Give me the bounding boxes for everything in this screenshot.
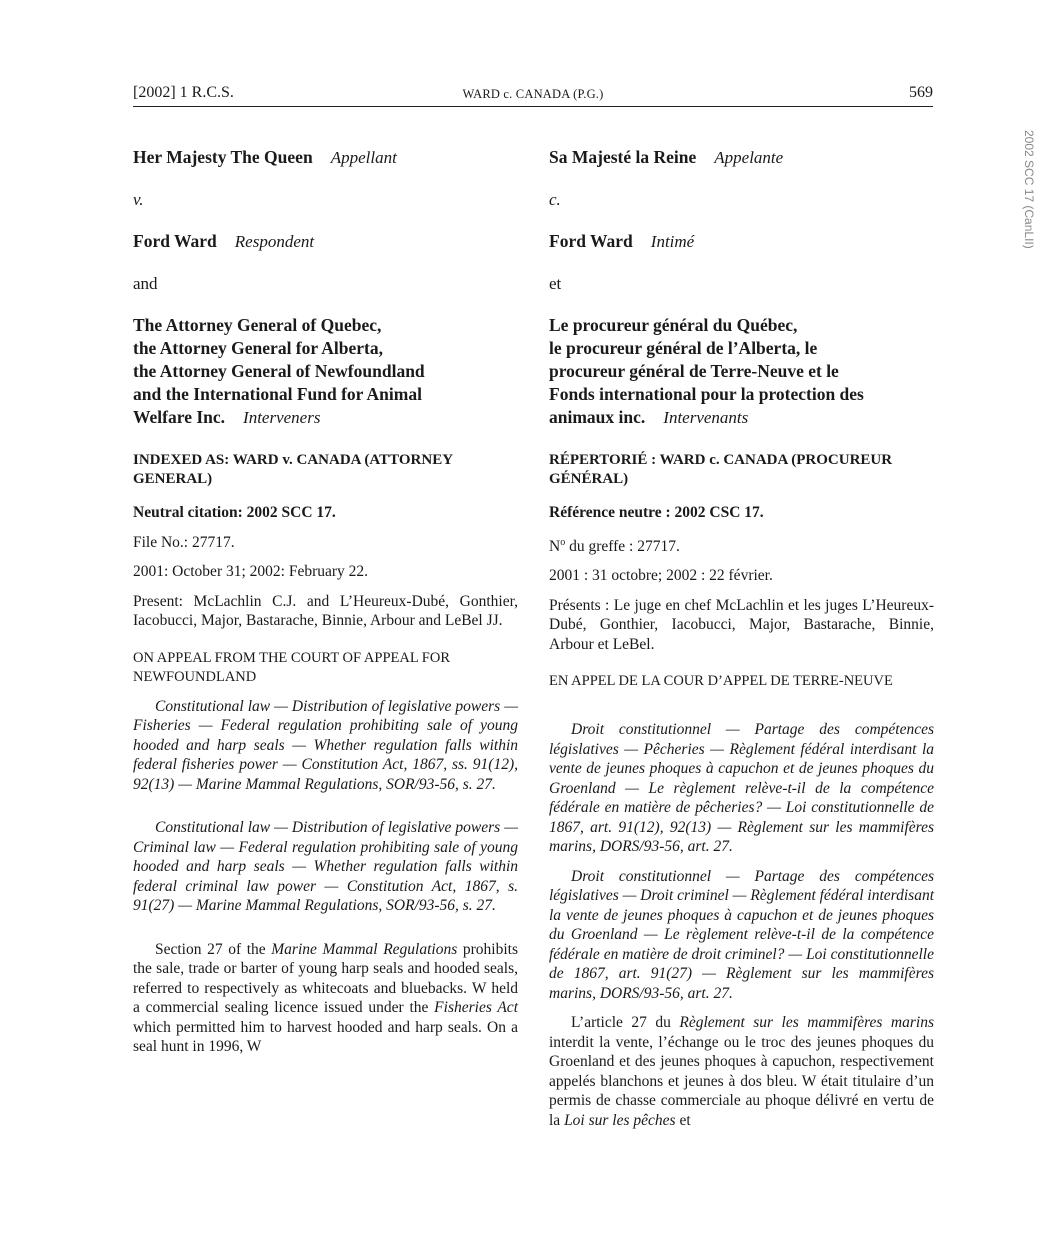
indexed-line-fr: GÉNÉRAL)	[549, 471, 629, 487]
interveners-role: Interveners	[243, 408, 321, 427]
intervener-line-fr: Le procureur général du Québec,	[549, 315, 798, 335]
interveners-block	[133, 314, 518, 429]
appeal-from-fr: EN APPEL DE LA COUR D’APPEL DE TERRE-NEUVE	[549, 673, 893, 690]
appellant-name-fr: Sa Majesté la Reine	[549, 147, 697, 167]
headnote-fisheries-fr: Droit constitutionnel — Partage des compétences législatives — Pêcheries — Règlement fédéral interdisant la vente de jeunes phoques à capuchon et de jeunes phoques du Groenland — Le règlement relève-t-il de la compétence fédérale en matière de pêcheries? — Loi constitutionnelle de 1867, art. 91(12), 92(13) — Règlement sur les mammifères marins, DORS/93-56, art. 27.	[549, 721, 934, 856]
present-judges-fr: Présents : Le juge en chef McLachlin et les juges L’Heureux-Dubé, Gonthier, Iacobucci, Major, Bastarache, Binnie, Arbour et LeBel.	[549, 596, 934, 653]
summary-text-fr: interdit la vente, l’échange ou le troc des jeunes phoques du Groenland et des jeunes phoques à capuchon, respectivement appelés blanchons et jeunes à dos bleu. W était titulaire d’un permis de chasse commerciale au phoque délivré en vertu de la	[549, 1033, 934, 1129]
hearing-dates: 2001: October 31; 2002: February 22.	[133, 563, 369, 580]
appellant-role-fr: Appelante	[714, 148, 784, 167]
headnote-fisheries: Constitutional law — Distribution of legislative powers — Fisheries — Federal regulation prohibiting sale of young hooded and harp seals — Whether regulation falls within federal fisheries power — Constitution Act, 1867, ss. 91(12), 92(13) — Marine Mammal Regulations, SOR/93-56, s. 27.	[133, 697, 518, 793]
file-number: File No.: 27717.	[133, 533, 235, 551]
summary-text-fr: et	[675, 1111, 691, 1129]
running-header	[133, 84, 933, 107]
respondent-role-fr: Intimé	[650, 232, 695, 251]
intervener-line: and the International Fund for Animal	[133, 384, 422, 404]
intervener-line: Welfare Inc.	[133, 407, 226, 427]
respondent-name-fr: Ford Ward	[549, 231, 633, 251]
summary-paragraph	[133, 940, 518, 1057]
hearing-dates-fr: 2001 : 31 octobre; 2002 : 22 février.	[549, 567, 773, 585]
summary-text: prohibits the sale, trade or barter of young harp seals and hooded seals, referred to respectively as whitecoats and bluebacks. W held a commercial sealing licence issued under the	[133, 940, 518, 1016]
intervener-line: the Attorney General of Newfoundland	[133, 361, 425, 381]
versus-fr: c.	[549, 190, 561, 209]
canlii-stamp: 2002 SCC 17 (CanLII)	[1022, 130, 1036, 249]
file-no-prefix: N	[549, 537, 561, 555]
file-no-rest: du greffe : 27717.	[565, 537, 680, 555]
intervener-line-fr: Fonds international pour la protection des	[549, 384, 864, 404]
french-column	[549, 140, 934, 1130]
intervener-line: the Attorney General for Alberta,	[133, 338, 383, 358]
indexed-as	[133, 451, 518, 489]
indexed-line: INDEXED AS: WARD v. CANADA (ATTORNEY	[133, 452, 454, 468]
indexed-line-fr: RÉPERTORIÉ : WARD c. CANADA (PROCUREUR	[549, 452, 893, 468]
statute-title: Marine Mammal Regulations	[271, 940, 458, 958]
headnote-criminal-law: Constitutional law — Distribution of legislative powers — Criminal law — Federal regulation prohibiting sale of young hooded and harp seals — Whether regulation falls within federal criminal law power — Constitution Act, 1867, s. 91(27) — Marine Mammal Regulations, SOR/93-56, s. 27.	[133, 819, 518, 914]
volume-citation: [2002] 1 R.C.S.	[133, 84, 234, 101]
summary-text: which permitted him to harvest hooded and harp seals. On a seal hunt in 1996, W	[133, 1018, 518, 1055]
versus: v.	[133, 190, 144, 209]
appellant-line	[133, 146, 518, 169]
neutral-citation: Neutral citation: 2002 SCC 17.	[133, 504, 336, 521]
appellant-line-fr	[549, 146, 934, 169]
headnote-criminal-law-fr: Droit constitutionnel — Partage des compétences législatives — Droit criminel — Règlement fédéral interdisant la vente de jeunes phoques à capuchon et de jeunes phoques du Groenland — Le règlement relève-t-il de la compétence fédérale en matière de droit criminel? — Loi constitutionnelle de 1867, art. 91(27) — Règlement sur les mammifères marins, DORS/93-56, art. 27.	[549, 867, 935, 1002]
page-number: 569	[909, 84, 933, 101]
appellant-role: Appellant	[330, 148, 397, 167]
statute-title-fr: Loi sur les pêches	[564, 1111, 676, 1129]
summary-paragraph-fr	[549, 1013, 934, 1130]
indexed-as-fr	[549, 451, 934, 489]
and-connector: and	[133, 274, 158, 293]
english-column	[133, 140, 518, 1057]
neutral-citation-fr: Référence neutre : 2002 CSC 17.	[549, 504, 764, 521]
intervener-line-fr: animaux inc.	[549, 407, 646, 427]
indexed-line: GENERAL)	[133, 471, 213, 487]
interveners-block-fr	[549, 314, 934, 429]
respondent-line	[133, 230, 518, 253]
and-connector-fr: et	[549, 274, 562, 293]
summary-text-fr: L’article 27 du	[571, 1014, 680, 1032]
interveners-role-fr: Intervenants	[663, 408, 749, 427]
respondent-name: Ford Ward	[133, 231, 217, 251]
statute-title-fr: Règlement sur les mammifères marins	[679, 1014, 934, 1032]
case-short-title: WARD c. CANADA (P.G.)	[462, 87, 604, 101]
intervener-line-fr: le procureur général de l’Alberta, le	[549, 338, 818, 358]
appellant-name: Her Majesty The Queen	[133, 147, 313, 167]
present-judges: Present: McLachlin C.J. and L’Heureux-Dubé, Gonthier, Iacobucci, Major, Bastarache, Binnie, Arbour and LeBel JJ.	[133, 592, 518, 629]
respondent-line-fr	[549, 230, 934, 253]
file-no-superscript: o	[560, 536, 566, 548]
summary-text: Section 27 of the	[155, 940, 272, 958]
respondent-role: Respondent	[234, 232, 315, 251]
statute-title: Fisheries Act	[434, 999, 518, 1016]
file-number-fr	[549, 533, 934, 557]
intervener-line-fr: procureur général de Terre-Neuve et le	[549, 361, 839, 381]
intervener-line: The Attorney General of Quebec,	[133, 315, 382, 335]
appeal-from: ON APPEAL FROM THE COURT OF APPEAL FOR NEWFOUNDLAND	[133, 649, 450, 685]
